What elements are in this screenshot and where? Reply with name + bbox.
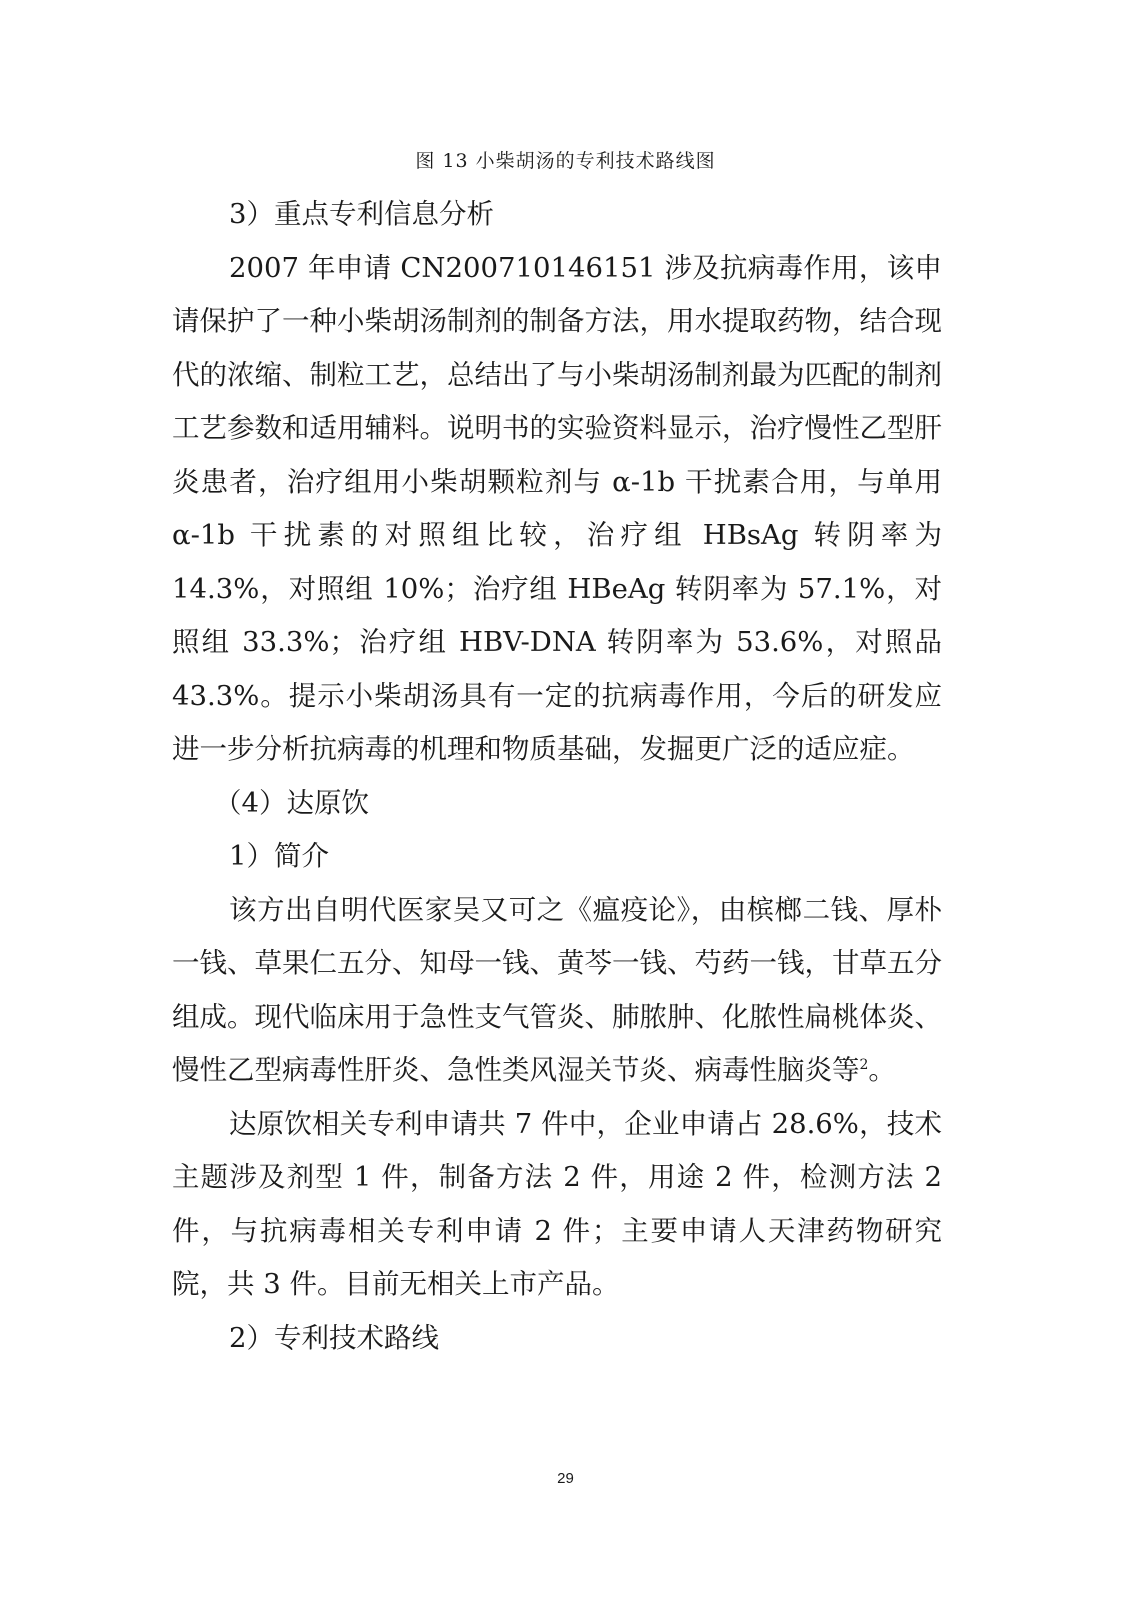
intro-paragraph bbox=[172, 884, 942, 1098]
page-number: 29 bbox=[557, 1470, 574, 1487]
intro-end: 。 bbox=[868, 1054, 896, 1086]
route-heading: 2）专利技术路线 bbox=[229, 1321, 439, 1354]
intro-heading: 1）简介 bbox=[229, 840, 329, 872]
figure-caption: 图 13 小柴胡汤的专利技术路线图 bbox=[415, 150, 716, 172]
formula-heading: （4）达原饮 bbox=[214, 786, 369, 819]
key-patent-heading: 3）重点专利信息分析 bbox=[229, 198, 494, 230]
reference-marker: 2 bbox=[859, 1056, 869, 1073]
intro-text: 该方出自明代医家吴又可之《瘟疫论》，由槟榔二钱、厚朴一钱、草果仁五分、知母一钱、黄芩一钱、芍药一钱，甘草五分组成。现代临床用于急性支气管炎、肺脓肿、化脓性扁桃体炎、慢性乙型病毒性肝炎、急性类风湿关节炎、病毒性脑炎等 bbox=[172, 893, 942, 1086]
stats-paragraph: 达原饮相关专利申请共 7 件中，企业申请占 28.6%，技术主题涉及剂型 1 件，制备方法 2 件，用途 2 件，检测方法 2 件，与抗病毒相关专利申请 2 件；主要申请人天津药物研究院，共 3 件。目前无相关上市产品。 bbox=[172, 1107, 942, 1300]
key-patent-paragraph: 2007 年申请 CN200710146151 涉及抗病毒作用，该申请保护了一种小柴胡汤制剂的制备方法，用水提取药物，结合现代的浓缩、制粒工艺，总结出了与小柴胡汤制剂最为匹配的制剂工艺参数和适用辅料。说明书的实验资料显示，治疗慢性乙型肝炎患者，治疗组用小柴胡颗粒剂与 α-1b 干扰素合用，与单用 α-1b 干扰素的对照组比较，治疗组 HBsAg 转阴率为 14.3%，对照组 10%；治疗组 HBeAg 转阴率为 57.1%，对照组 33.3%；治疗组 HBV-DNA 转阴率为 53.6%，对照品 43.3%。提示小柴胡汤具有一定的抗病毒作用，今后的研发应进一步分析抗病毒的机理和物质基础，发掘更广泛的适应症。 bbox=[172, 251, 942, 765]
document-body bbox=[172, 188, 942, 1365]
